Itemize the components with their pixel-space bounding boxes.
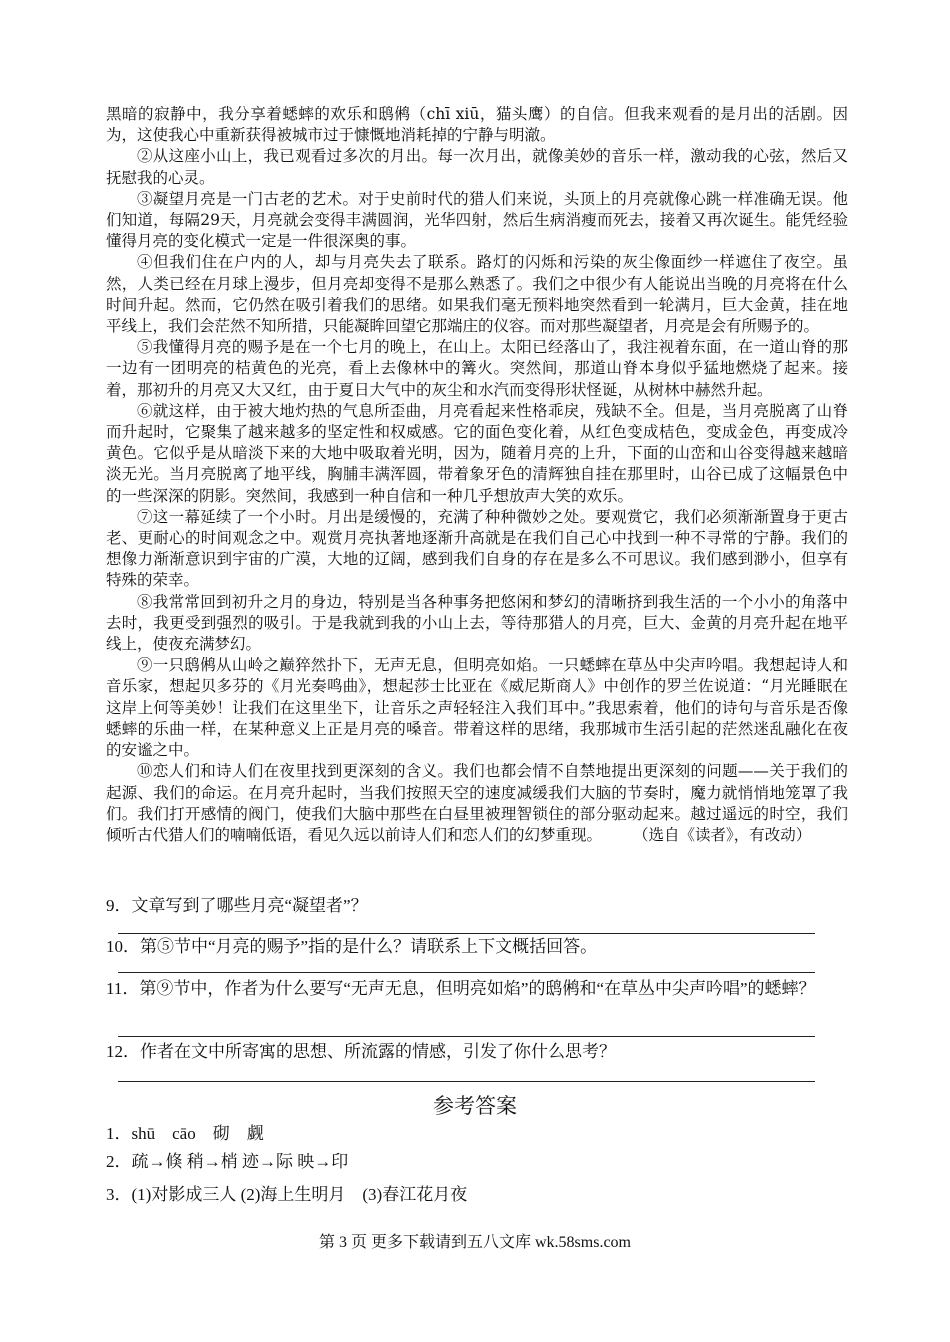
answers-title: 参考答案 — [433, 1094, 517, 1118]
paragraph-7: ⑦这一幕延续了一个小时。月出是缓慢的，充满了种种微妙之处。要观赏它，我们必须渐渐置身于更古老、更耐心的时间观念之中。观赏月亮执著地逐渐升高就是在我们自己心中找到一种不寻常的宁静。我们的想像力渐渐意识到宇宙的广漠，大地的辽阔，感到我们自身的存在是多么不可思议。我们感到渺小，但享有特殊的荣幸。 — [106, 507, 848, 590]
answer-2: 2．疏→倏 稍→梢 迹→际 映→印 — [106, 1152, 349, 1171]
answer-line-11 — [118, 1036, 815, 1037]
article-body — [106, 104, 848, 846]
question-9: 9．文章写到了哪些月亮“凝望者”？ — [106, 896, 368, 915]
question-12: 12．作者在文中所寄寓的思想、所流露的情感，引发了你什么思考？ — [106, 1042, 616, 1061]
paragraph-5: ⑤我懂得月亮的赐予是在一个七月的晚上，在山上。太阳已经落山了，我注视着东面，在一道山脊的那一边有一团明亮的桔黄色的光亮，看上去像林中的篝火。突然间，那道山脊本身似乎猛地燃烧了起来。接着，那初升的月亮又大又红，由于夏日大气中的灰尘和水汽而变得形状怪诞，从树林中赫然升起。 — [106, 338, 848, 399]
source-citation: （选自《读者》，有改动） — [640, 825, 812, 844]
paragraph-6: ⑥就这样，由于被大地灼热的气息所歪曲，月亮看起来性格乖戾，残缺不全。但是，当月亮脱离了山脊而升起时，它聚集了越来越多的坚定性和权威感。它的面色变化着，从红色变成桔色，变成金色，再变成冷黄色。它似乎是从暗淡下来的大地中吸取着光明，因为，随着月亮的上升，下面的山峦和山谷变得越来越暗淡无光。当月亮脱离了地平线，胸脯丰满浑圆，带着象牙色的清辉独自挂在那里时，山谷已成了这幅景色中的一些深深的阴影。突然间，我感到一种自信和一种几乎想放声大笑的欢乐。 — [106, 401, 848, 505]
paragraph-4: ④但我们住在户内的人，却与月亮失去了联系。路灯的闪烁和污染的灰尘像面纱一样遮住了夜空。虽然，人类已经在月球上漫步，但月亮却变得不是那么熟悉了。我们之中很少有人能说出当晚的月亮将在什么时间升起。然而，它仍然在吸引着我们的思绪。如果我们毫无预料地突然看到一轮满月，巨大金黄，挂在地平线上，我们会茫然不知所措，只能凝眸回望它那端庄的仪容。而对那些凝望者，月亮是会有所赐予的。 — [106, 253, 848, 336]
paragraph-8: ⑧我常常回到初升之月的身边，特别是当各种事务把悠闲和梦幻的清晰挤到我生活的一个小小的角落中去时，我更受到强烈的吸引。于是我就到我的小山上去，等待那猎人的月亮，巨大、金黄的月亮升起在地平线上，使夜充满梦幻。 — [106, 592, 848, 654]
paragraph-9: ⑨一只鸱鸺从山岭之巅猝然扑下，无声无息，但明亮如焰。一只蟋蟀在草丛中尖声吟唱。我想起诗人和音乐家，想起贝多芬的《月光奏鸣曲》，想起莎士比亚在《威尼斯商人》中创作的罗兰佐说道：“月光睡眠在这岸上何等美妙！让我们在这里坐下，让音乐之声轻轻注入我们耳中。”我思索着，他们的诗句与音乐是否像蟋蟀的乐曲一样，在某种意义上正是月亮的嗓音。带着这样的思绪，我那城市生活引起的茫然迷乱融化在夜的安谧之中。 — [106, 656, 848, 760]
question-10: 10．第⑤节中“月亮的赐予”指的是什么？请联系上下文概括回答。 — [106, 937, 598, 956]
answer-line-10 — [118, 972, 815, 973]
answer-3: 3．(1)对影成三人 (2)海上生明月 (3)春江花月夜 — [106, 1185, 468, 1204]
answer-1: 1．shū cāo 砌 觑 — [106, 1124, 264, 1143]
page-footer: 第 3 页 更多下载请到五八文库 wk.58sms.com — [318, 1234, 631, 1251]
paragraph-10 — [106, 761, 848, 846]
answer-line-12 — [118, 1081, 815, 1082]
paragraph-2: ②从这座小山上，我已观看过多次的月出。每一次月出，就像美妙的音乐一样，激动我的心弦，然后又抚慰我的心灵。 — [106, 147, 848, 187]
paragraph-3: ③凝望月亮是一门古老的艺术。对于史前时代的猎人们来说，头顶上的月亮就像心跳一样准确无误。他们知道，每隔29天，月亮就会变得丰满圆润，光华四射，然后生病消瘦而死去，接着又再次诞生。能凭经验懂得月亮的变化模式一定是一件很深奥的事。 — [106, 189, 848, 251]
paragraph-10-text: ⑩恋人们和诗人们在夜里找到更深刻的含义。我们也都会情不自禁地提出更深刻的问题——关于我们的起源、我们的命运。在月亮升起时，当我们按照天空的速度减缓我们大脑的节奏时，魔力就悄悄地笼罩了我们。我们打开感情的阀门，使我们大脑中那些在白昼里被理智锁住的部分驱动起来。越过遥远的时空，我们倾听古代猎人们的喃喃低语，看见久远以前诗人们和恋人们的幻梦重现。 — [106, 762, 848, 844]
question-11: 11．第⑨节中，作者为什么要写“无声无息，但明亮如焰”的鸱鸺和“在草丛中尖声吟唱”的蟋蟀？ — [106, 979, 816, 998]
paragraph-1-continued: 黑暗的寂静中，我分享着蟋蟀的欢乐和鸱鸺（chī xiū，猫头鹰）的自信。但我来观看的是月出的活剧。因为，这使我心中重新获得被城市过于慷慨地消耗掉的宁静与明澈。 — [106, 105, 848, 145]
